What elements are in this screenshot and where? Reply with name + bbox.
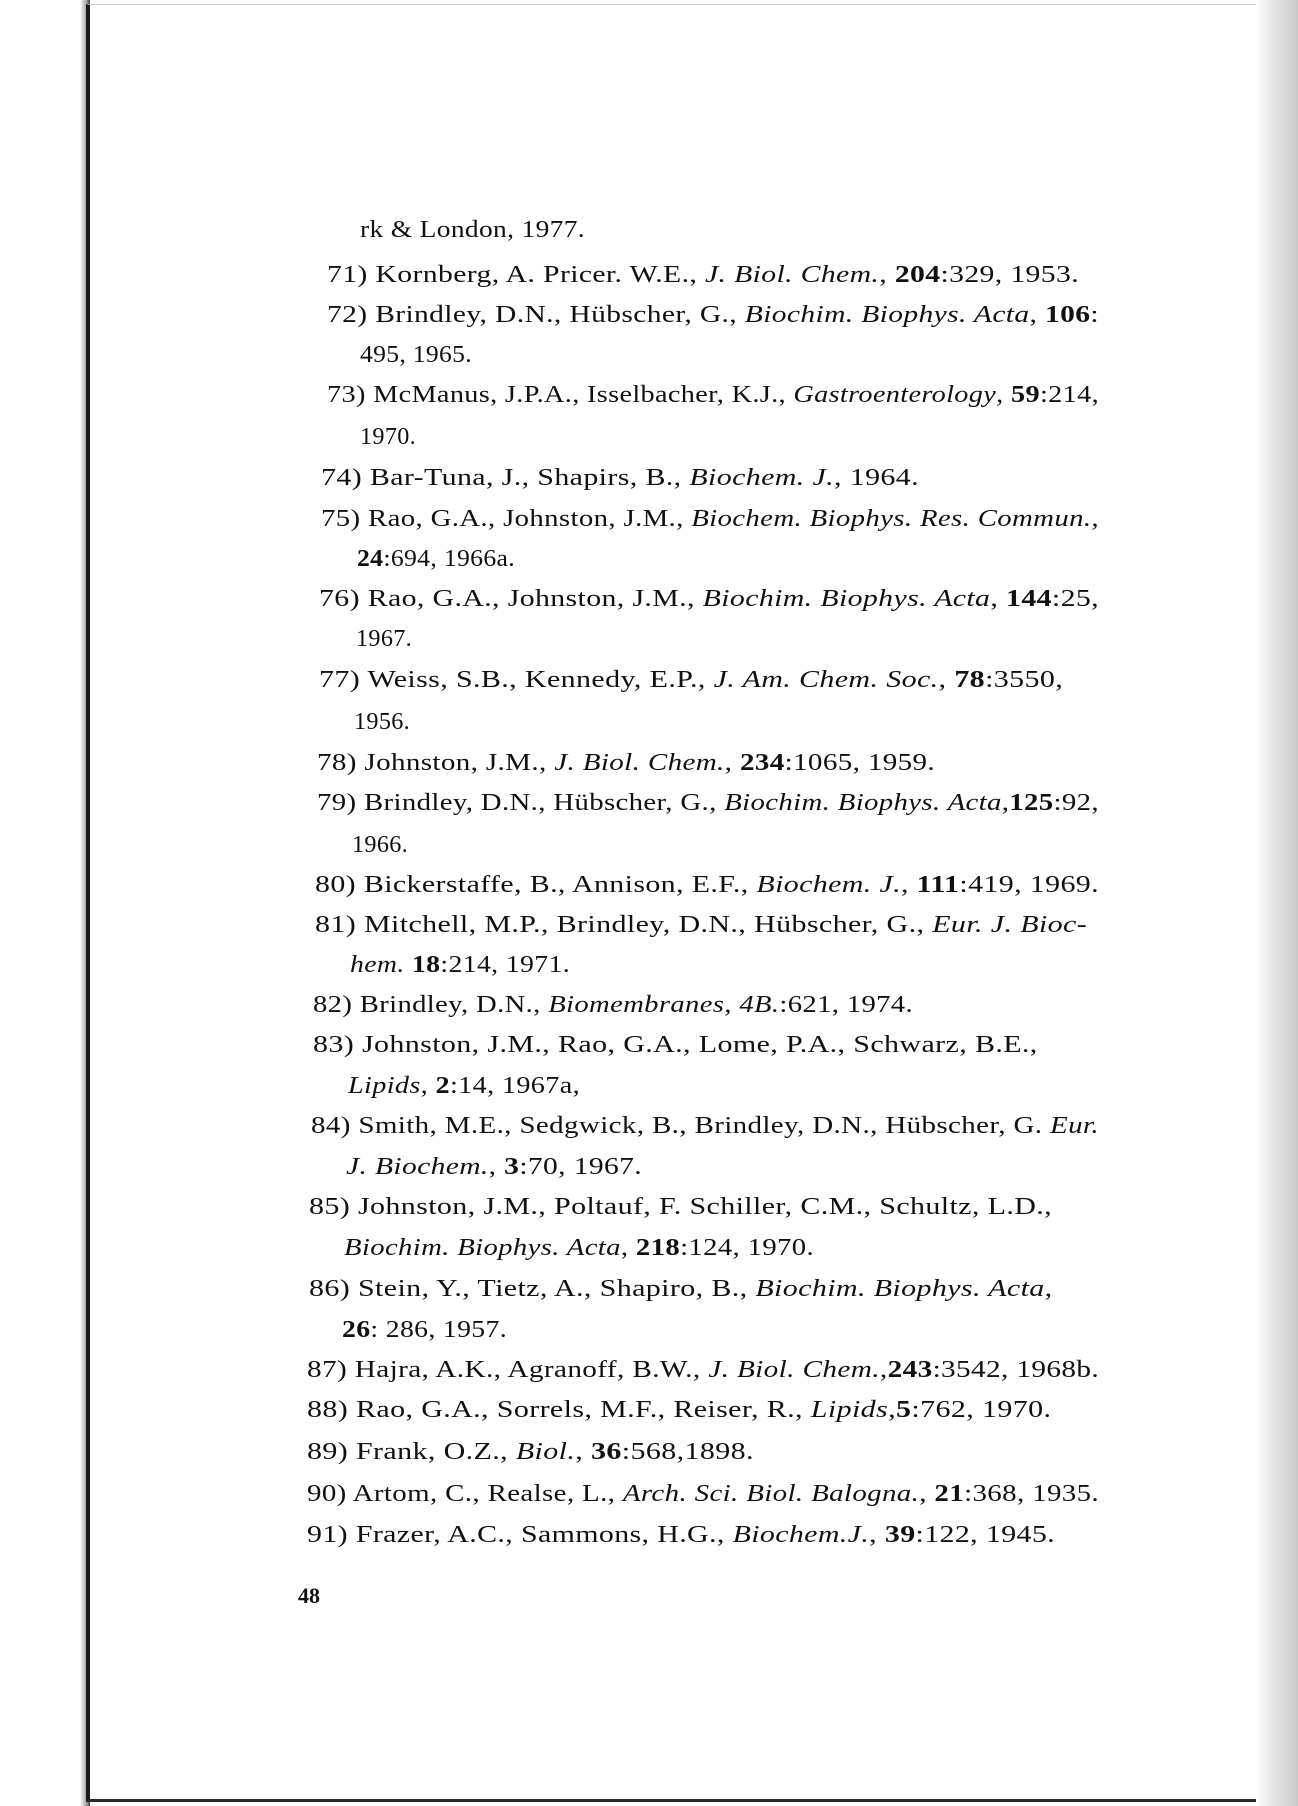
volume-number: 106 bbox=[1045, 302, 1091, 328]
reference-text: :3542, 1968b. bbox=[932, 1357, 1100, 1383]
journal-title: Biochim. Biophys. Acta bbox=[755, 1276, 1045, 1302]
reference-line bbox=[307, 1520, 1055, 1550]
reference-text: , bbox=[620, 1235, 636, 1261]
reference-text: , bbox=[879, 1357, 888, 1383]
reference-text: :70, 1967. bbox=[519, 1154, 643, 1180]
reference-text: :419, 1969. bbox=[959, 872, 1100, 898]
reference-line bbox=[313, 990, 913, 1020]
reference-line bbox=[307, 1355, 1099, 1385]
volume-number: 234 bbox=[739, 750, 785, 776]
reference-line bbox=[317, 748, 935, 778]
reference-line bbox=[307, 1395, 1051, 1425]
reference-text: 495, 1965. bbox=[360, 342, 473, 368]
journal-title: Eur. bbox=[1049, 1113, 1099, 1139]
reference-line bbox=[313, 1030, 1038, 1060]
reference-text: 83) Johnston, J.M., Rao, G.A., Lome, P.A., Schwarz, B.E., bbox=[313, 1032, 1038, 1058]
reference-line bbox=[360, 215, 585, 245]
volume-number: 3 bbox=[504, 1154, 520, 1180]
reference-text: 1966. bbox=[352, 832, 408, 858]
reference-line bbox=[319, 665, 1063, 695]
reference-text: 1956. bbox=[354, 709, 410, 735]
reference-text: , bbox=[488, 1154, 505, 1180]
reference-text: 84) Smith, M.E., Sedgwick, B., Brindley, D.N., Hübscher, G. bbox=[311, 1113, 1050, 1139]
volume-number: 144 bbox=[1006, 586, 1052, 612]
reference-line bbox=[327, 260, 1079, 290]
reference-line bbox=[344, 1233, 814, 1263]
reference-text: 86) Stein, Y., Tietz, A., Shapiro, B., bbox=[309, 1276, 756, 1302]
reference-text: 1970. bbox=[360, 424, 416, 450]
journal-title: Biochim. Biophys. Acta bbox=[344, 1235, 621, 1261]
reference-line bbox=[321, 463, 919, 493]
reference-text: , bbox=[869, 1522, 885, 1548]
reference-text: 74) Bar-Tuna, J., Shapirs, B., bbox=[321, 465, 690, 491]
reference-text: , bbox=[938, 667, 955, 693]
journal-title: Biochem. Biophys. Res. Commun. bbox=[691, 506, 1092, 532]
reference-text: 90) Artom, C., Realse, L., bbox=[307, 1481, 623, 1507]
journal-title: Arch. Sci. Biol. Balogna. bbox=[622, 1481, 920, 1507]
reference-line bbox=[354, 707, 410, 737]
reference-text: :214, 1971. bbox=[440, 952, 570, 978]
reference-line bbox=[315, 870, 1099, 900]
reference-text: , bbox=[900, 872, 917, 898]
reference-line bbox=[309, 1192, 1052, 1222]
reference-text: :568,1898. bbox=[621, 1439, 754, 1465]
journal-title: J. Biol. Chem. bbox=[708, 1357, 880, 1383]
volume-number: 204 bbox=[894, 262, 941, 288]
reference-text: , bbox=[879, 262, 895, 288]
volume-number: 21 bbox=[934, 1481, 965, 1507]
reference-text: , bbox=[888, 1397, 896, 1423]
reference-line bbox=[321, 504, 1099, 534]
volume-number: 26 bbox=[342, 1317, 371, 1343]
reference-line bbox=[348, 1071, 580, 1101]
reference-line bbox=[315, 910, 1087, 940]
reference-text: , bbox=[1029, 302, 1046, 328]
reference-text: :329, 1953. bbox=[940, 262, 1080, 288]
reference-line bbox=[346, 1152, 642, 1182]
reference-text: :92, bbox=[1053, 790, 1099, 816]
reference-text: 88) Rao, G.A., Sorrels, M.F., Reiser, R., bbox=[307, 1397, 811, 1423]
reference-text: , bbox=[919, 1481, 935, 1507]
journal-title: Eur. J. Bioc- bbox=[932, 912, 1088, 938]
journal-title: Biochem. J. bbox=[689, 465, 835, 491]
reference-text: :122, 1945. bbox=[915, 1522, 1056, 1548]
reference-line bbox=[350, 950, 570, 980]
journal-title: Lipids bbox=[348, 1073, 421, 1099]
reference-text: :621, 1974. bbox=[779, 992, 914, 1018]
reference-text bbox=[405, 952, 412, 978]
reference-text: , 1964. bbox=[834, 465, 919, 491]
volume-number: 78 bbox=[954, 667, 986, 693]
reference-line bbox=[342, 1315, 507, 1345]
reference-text: , bbox=[1091, 506, 1099, 532]
reference-text: 81) Mitchell, M.P., Brindley, D.N., Hübscher, G., bbox=[315, 912, 933, 938]
reference-line bbox=[327, 300, 1099, 330]
reference-text: :368, 1935. bbox=[964, 1481, 1100, 1507]
reference-text: 87) Hajra, A.K., Agranoff, B.W., bbox=[307, 1357, 709, 1383]
reference-line bbox=[319, 584, 1099, 614]
journal-title: Biochim. Biophys. Acta bbox=[724, 790, 1002, 816]
reference-text: 76) Rao, G.A., Johnston, J.M., bbox=[319, 586, 703, 612]
volume-number: 218 bbox=[635, 1235, 681, 1261]
reference-text: 79) Brindley, D.N., Hübscher, G., bbox=[317, 790, 725, 816]
reference-text: :762, 1970. bbox=[911, 1397, 1052, 1423]
page-number: 48 bbox=[298, 1583, 320, 1608]
reference-text: , bbox=[575, 1439, 591, 1465]
reference-text: :694, 1966a. bbox=[383, 546, 516, 572]
journal-title: J. Am. Chem. Soc. bbox=[713, 667, 939, 693]
journal-title: Lipids bbox=[810, 1397, 889, 1423]
journal-title: Biochem. J. bbox=[756, 872, 901, 898]
volume-number: 111 bbox=[916, 872, 960, 898]
reference-text: 71) Kornberg, A. Pricer. W.E., bbox=[327, 262, 705, 288]
reference-text: 1967. bbox=[356, 626, 412, 652]
reference-line bbox=[317, 788, 1099, 818]
reference-text: :14, 1967a, bbox=[449, 1073, 580, 1099]
volume-number: 5 bbox=[895, 1397, 912, 1423]
volume-number: 59 bbox=[1010, 382, 1040, 408]
reference-text: , bbox=[1044, 1276, 1053, 1302]
volume-number: 125 bbox=[1009, 790, 1054, 816]
journal-title: J. Biol. Chem. bbox=[704, 262, 880, 288]
volume-number: 39 bbox=[884, 1522, 916, 1548]
reference-line bbox=[307, 1437, 754, 1467]
reference-text: rk & London, 1977. bbox=[360, 217, 586, 243]
reference-line bbox=[356, 624, 412, 654]
reference-line bbox=[327, 380, 1099, 410]
reference-text: :1065, 1959. bbox=[784, 750, 936, 776]
reference-text: , bbox=[990, 586, 1007, 612]
reference-text: : bbox=[1090, 302, 1099, 328]
reference-text: 78) Johnston, J.M., bbox=[317, 750, 555, 776]
reference-text: :214, bbox=[1039, 382, 1099, 408]
reference-text: , bbox=[724, 750, 740, 776]
reference-text: 72) Brindley, D.N., Hübscher, G., bbox=[327, 302, 745, 328]
reference-text: , bbox=[996, 382, 1011, 408]
reference-line bbox=[360, 340, 472, 370]
reference-text: 85) Johnston, J.M., Poltauf, F. Schiller, C.M., Schultz, L.D., bbox=[309, 1194, 1052, 1220]
journal-title: Gastroenterology bbox=[793, 382, 997, 408]
reference-text: , bbox=[1001, 790, 1010, 816]
volume-number: 24 bbox=[357, 546, 384, 572]
reference-line bbox=[352, 830, 408, 860]
page-edge-shadow bbox=[1256, 0, 1298, 1806]
reference-text: :25, bbox=[1051, 586, 1099, 612]
reference-line bbox=[309, 1274, 1053, 1304]
reference-line bbox=[360, 422, 416, 452]
reference-line bbox=[307, 1479, 1099, 1509]
volume-number: 36 bbox=[590, 1439, 622, 1465]
reference-line bbox=[357, 544, 515, 574]
reference-text: 80) Bickerstaffe, B., Annison, E.F., bbox=[315, 872, 757, 898]
reference-text: 75) Rao, G.A., Johnston, J.M., bbox=[321, 506, 692, 532]
reference-text: 91) Frazer, A.C., Sammons, H.G., bbox=[307, 1522, 733, 1548]
reference-text: :3550, bbox=[985, 667, 1064, 693]
journal-title: Biol. bbox=[515, 1439, 576, 1465]
volume-number: 243 bbox=[887, 1357, 933, 1383]
journal-title: J. Biol. Chem. bbox=[554, 750, 725, 776]
journal-title: J. Biochem. bbox=[346, 1154, 489, 1180]
reference-text: :124, 1970. bbox=[680, 1235, 814, 1261]
reference-line bbox=[311, 1111, 1099, 1141]
reference-text: 82) Brindley, D.N., bbox=[313, 992, 549, 1018]
volume-number: 18 bbox=[411, 952, 441, 978]
journal-title: Biochem.J. bbox=[732, 1522, 870, 1548]
journal-title: Biomembranes, 4B. bbox=[548, 992, 780, 1018]
journal-title: hem. bbox=[350, 952, 405, 978]
reference-text: , bbox=[420, 1073, 436, 1099]
reference-text: 73) McManus, J.P.A., Isselbacher, K.J., bbox=[327, 382, 794, 408]
reference-text: 89) Frank, O.Z., bbox=[307, 1439, 516, 1465]
reference-text: : 286, 1957. bbox=[370, 1317, 507, 1343]
reference-text: 77) Weiss, S.B., Kennedy, E.P., bbox=[319, 667, 714, 693]
journal-title: Biochim. Biophys. Acta bbox=[744, 302, 1030, 328]
volume-number: 2 bbox=[435, 1073, 450, 1099]
journal-title: Biochim. Biophys. Acta bbox=[702, 586, 991, 612]
